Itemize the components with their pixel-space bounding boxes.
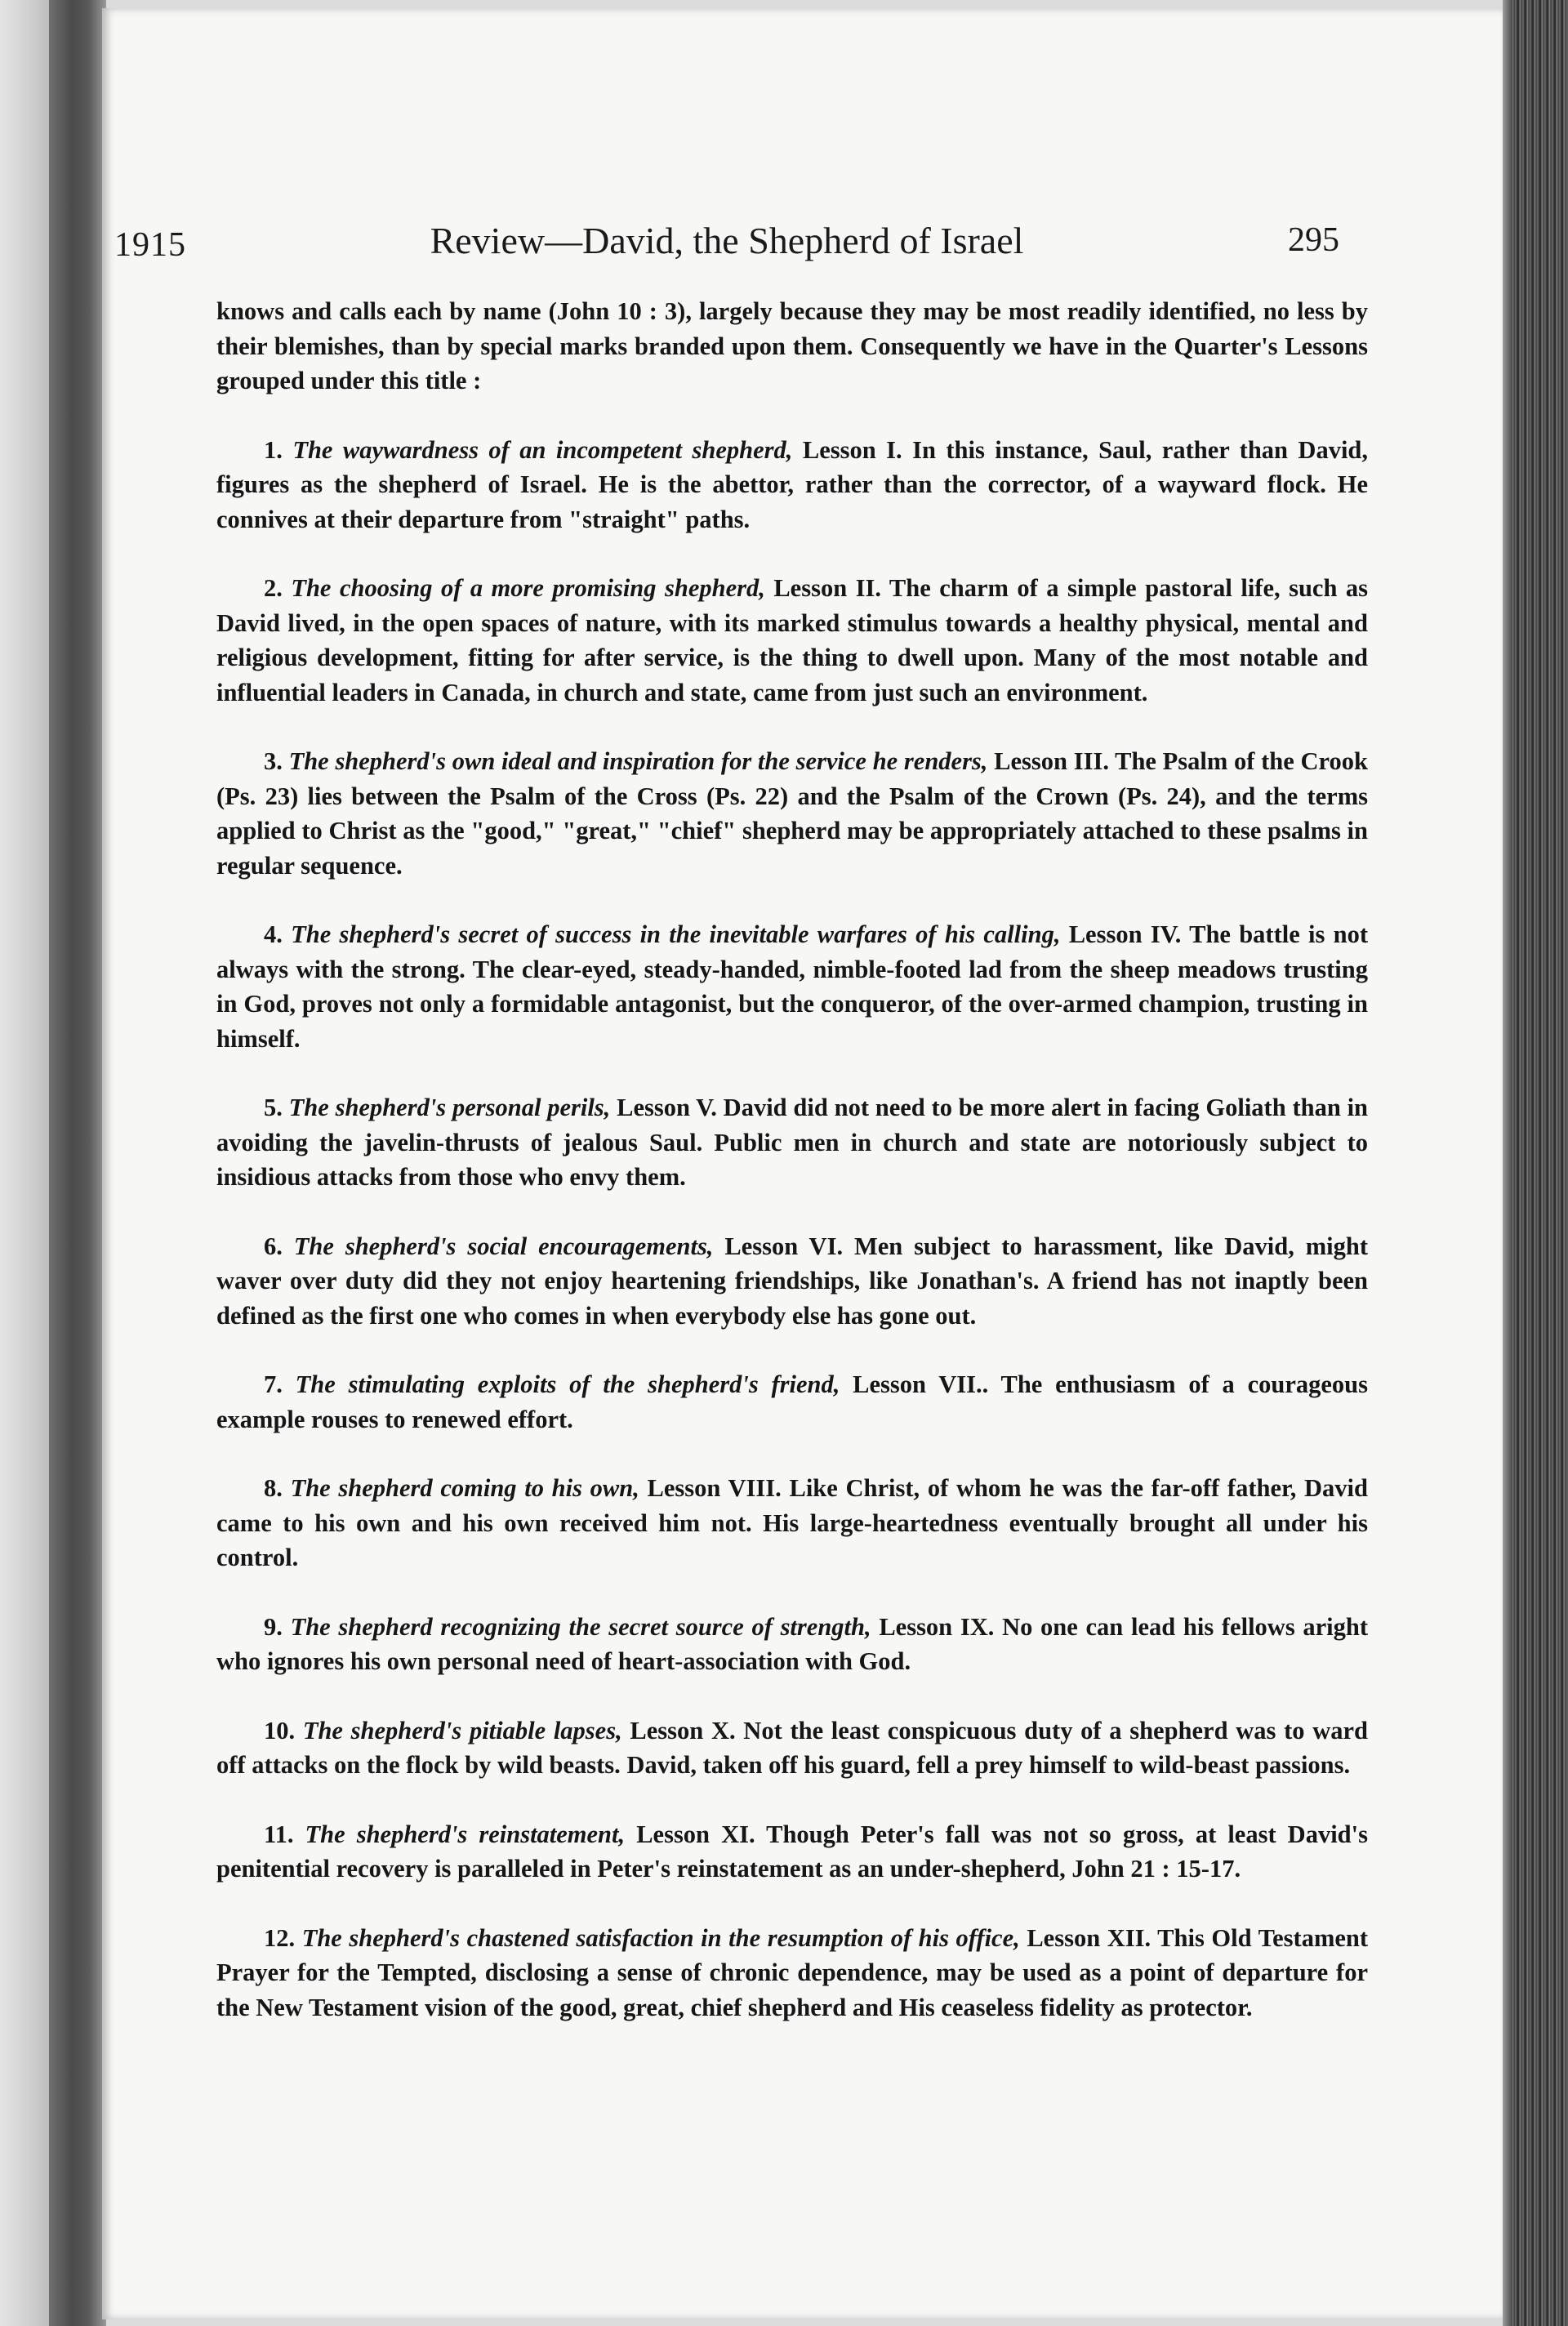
running-head-title: Review—David, the Shepherd of Israel: [430, 220, 1024, 261]
running-head-year: 1915: [114, 226, 186, 264]
item-number: 9.: [264, 1612, 283, 1641]
item-number: 2.: [264, 574, 283, 602]
item-text: Lesson XII. This Old Testament Prayer for the Tempted, disclosing a sense of chronic dependence, may be used as a point of departure for the New Testament vision of the good, great, chief shepherd and His ceaseless fidelity as protector.: [216, 1923, 1369, 2021]
item-number: 6.: [264, 1232, 283, 1260]
item-heading: The shepherd's own ideal and inspiration for the service he renders,: [288, 747, 988, 775]
book-gutter: [49, 0, 106, 2326]
running-head: [114, 211, 1339, 276]
lesson-item-5: [216, 1090, 1368, 1195]
lesson-item-12: [216, 1921, 1368, 2025]
item-heading: The waywardness of an incompetent shepherd,: [292, 435, 793, 464]
item-text: Lesson V. David did not need to be more alert in facing Goliath than in avoiding the javelin-thrusts of jealous Saul. Public men in church and state are notoriously subject to insidious attacks from those who envy them.: [216, 1094, 1369, 1191]
item-heading: The shepherd's chastened satisfaction in the resumption of his office,: [301, 1923, 1020, 1952]
lesson-item-2: [216, 571, 1368, 710]
item-heading: The shepherd's reinstatement,: [305, 1820, 626, 1848]
item-text: Lesson X. Not the least conspicuous duty of a shepherd was to ward off attacks on the flock by wild beasts. David, taken off his guard, fell a prey himself to wild-beast passions.: [216, 1716, 1368, 1779]
item-text: Lesson XI. Though Peter's fall was not so gross, at least David's penitential recovery is paralleled in Peter's reinstatement as an under-shepherd, John 21 : 15-17.: [216, 1820, 1368, 1883]
item-text: Lesson VII.. The enthusiasm of a courageous example rouses to renewed effort.: [216, 1370, 1369, 1433]
item-number: 5.: [264, 1094, 283, 1121]
lesson-item-10: [216, 1713, 1368, 1783]
intro-paragraph: knows and calls each by name (John 10 : 3), largely because they may be most readily identified, no less by their blemishes, than by special marks branded upon them. Consequently we have in the Quarter's Lessons grouped under this title :: [216, 297, 1368, 394]
item-text: Lesson IV. The battle is not always with the strong. The clear-eyed, steady-handed, nimble-footed lad from the sheep meadows trusting in God, proves not only a formidable antagonist, but the conqueror, of the over-armed champion, trusting in himself.: [216, 920, 1368, 1053]
item-heading: The shepherd's personal perils,: [288, 1094, 611, 1121]
item-text: Lesson III. The Psalm of the Crook (Ps. 23) lies between the Psalm of the Cross (Ps. 22) and the Psalm of the Crown (Ps. 24), and the terms applied to Christ as the "good," "great," "chief" shepherd may be appropriately attached to these psalms in regular sequence.: [216, 747, 1368, 880]
item-heading: The shepherd coming to his own,: [290, 1474, 639, 1502]
lesson-item-7: [216, 1367, 1368, 1437]
item-number: 10.: [264, 1716, 296, 1744]
item-text: Lesson II. The charm of a simple pastoral life, such as David lived, in the open spaces of nature, with its marked stimulus towards a healthy physical, mental and religious development, fitting for after service, is the thing to dwell upon. Many of the most notable and influential leaders in Canada, in church and state, came from just such an environment.: [216, 574, 1369, 706]
item-heading: The stimulating exploits of the shepherd's friend,: [295, 1370, 840, 1398]
item-heading: The shepherd's pitiable lapses,: [302, 1716, 622, 1744]
item-text: Lesson VIII. Like Christ, of whom he was the far-off father, David came to his own and his own received him not. His large-heartedness eventually brought all under his control.: [216, 1474, 1368, 1571]
lesson-item-6: [216, 1229, 1368, 1334]
body-text: [216, 294, 1368, 2059]
item-text: Lesson IX. No one can lead his fellows aright who ignores his own personal need of heart-association with God.: [216, 1612, 1369, 1675]
item-number: 1.: [264, 435, 283, 464]
lesson-item-9: [216, 1610, 1368, 1679]
item-number: 12.: [264, 1923, 296, 1952]
item-number: 4.: [264, 920, 283, 948]
item-number: 11.: [264, 1820, 294, 1848]
item-number: 8.: [264, 1474, 283, 1502]
facing-page-edge: [0, 0, 49, 2326]
lesson-item-8: [216, 1471, 1368, 1575]
item-heading: The shepherd's social encouragements,: [293, 1232, 714, 1260]
item-text: Lesson VI. Men subject to harassment, like David, might waver over duty did they not enjoy heartening friendships, like Jonathan's. A friend has not inaptly been defined as the first one who comes in when everybody else has gone out.: [216, 1232, 1369, 1330]
item-number: 7.: [264, 1370, 283, 1398]
item-number: 3.: [264, 747, 283, 775]
lesson-item-11: [216, 1817, 1368, 1887]
item-heading: The shepherd recognizing the secret source of strength,: [290, 1612, 871, 1641]
item-heading: The shepherd's secret of success in the inevitable warfares of his calling,: [291, 920, 1061, 948]
lesson-item-1: [216, 433, 1368, 537]
item-text: Lesson I. In this instance, Saul, rather than David, figures as the shepherd of Israel. He is the abettor, rather than the corrector, of a wayward flock. He connives at their departure from "straight" paths.: [216, 435, 1369, 533]
lesson-item-3: [216, 744, 1368, 883]
page-stack-edge: [1503, 0, 1568, 2326]
item-heading: The choosing of a more promising shepherd,: [291, 574, 765, 602]
lesson-item-4: [216, 917, 1368, 1056]
page-number: 295: [1288, 221, 1339, 259]
